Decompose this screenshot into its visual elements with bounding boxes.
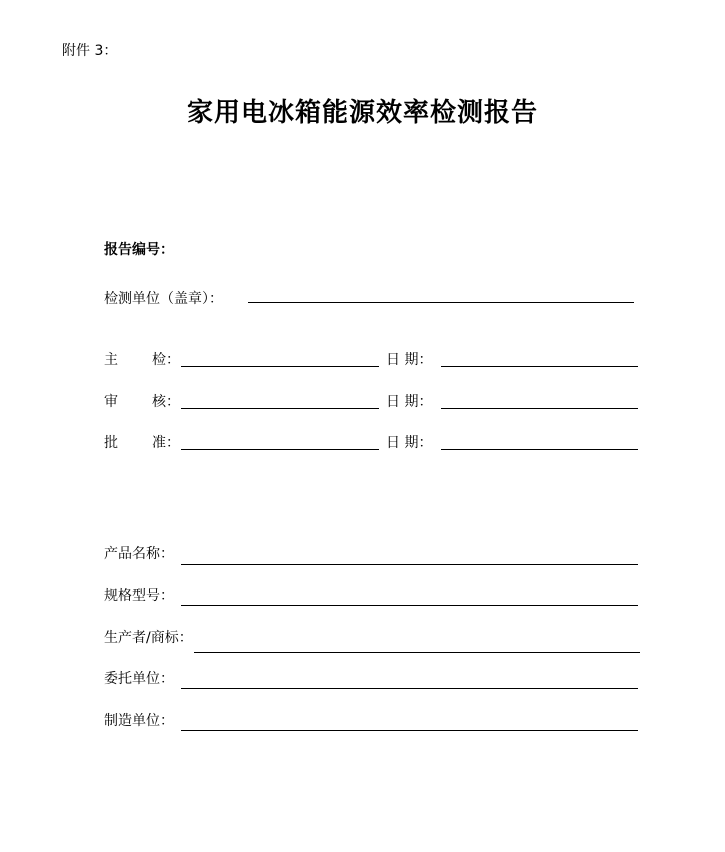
date-label: 日 期： [386, 394, 433, 410]
model-spec-label: 规格型号： [104, 588, 174, 604]
client-unit-field[interactable] [181, 688, 638, 689]
manufacturer-label: 制造单位： [104, 713, 174, 729]
signature-label-char1: 主 [104, 352, 118, 368]
model-spec-field[interactable] [181, 605, 638, 606]
signature-label-char1: 审 [104, 394, 118, 410]
testing-unit-label: 检测单位（盖章）： [104, 291, 223, 307]
date-label: 日 期： [386, 435, 433, 451]
signature-label-char1: 批 [104, 435, 118, 451]
signature-label-char2: 检： [152, 352, 180, 368]
client-unit-label: 委托单位： [104, 671, 174, 687]
testing-unit-field[interactable] [248, 302, 634, 303]
report-number-label: 报告编号： [104, 242, 174, 258]
inspector-field[interactable] [181, 366, 379, 367]
approver-date-field[interactable] [441, 449, 638, 450]
attachment-label: 附件 3： [62, 43, 118, 59]
date-label: 日 期： [386, 352, 433, 368]
reviewer-date-field[interactable] [441, 408, 638, 409]
product-name-label: 产品名称： [104, 546, 174, 562]
approver-field[interactable] [181, 449, 379, 450]
product-name-field[interactable] [181, 564, 638, 565]
inspector-date-field[interactable] [441, 366, 638, 367]
manufacturer-field[interactable] [181, 730, 638, 731]
producer-brand-label: 生产者/商标： [104, 630, 193, 646]
producer-brand-field[interactable] [194, 652, 640, 653]
signature-label-char2: 核： [152, 394, 180, 410]
page-title: 家用电冰箱能源效率检测报告 [186, 98, 538, 128]
signature-label-char2: 准： [152, 435, 180, 451]
reviewer-field[interactable] [181, 408, 379, 409]
